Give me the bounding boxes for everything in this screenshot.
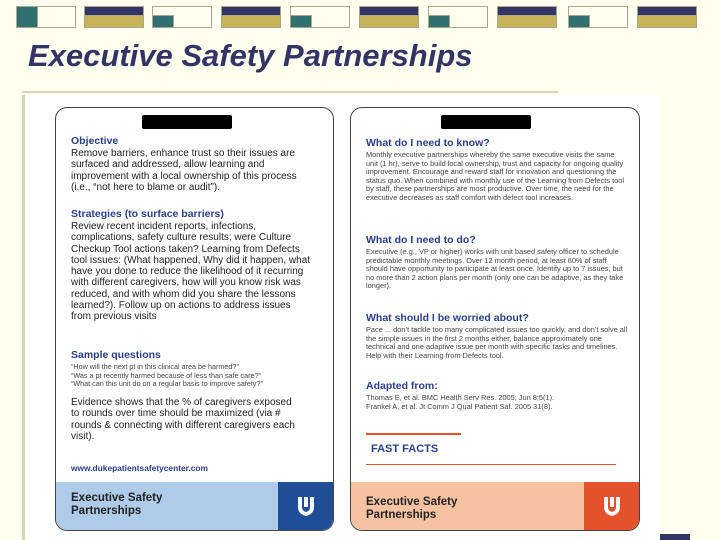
band-cell <box>568 15 590 28</box>
duke-logo-orange <box>584 482 639 530</box>
band-cell <box>637 15 697 28</box>
band-cell <box>152 15 174 28</box>
right-card <box>350 107 640 531</box>
know-text: Monthly executive partnerships whereby the same executive visits the same unit (1 hr), serve to build local ownership, trust and capacity for ongoing quality improvement. Encourage and reward staff for innovation and questioning the status quo. When combined with monthly use of the Learning from Defects tool by staff, these partnerships are most productive. Over time, the need for the executive decreases as staff comfort with defect tool increases. <box>366 150 624 202</box>
title-decoration-band <box>0 0 720 30</box>
band-cell <box>290 15 312 28</box>
do-text: Executive (e.g., VP or higher) works with unit based safety officer to schedule predictable monthly meetings. Over 12 month period, at least 60% of staff should have opportunity to participate at least once. Identify up to 7 issues, but no more than 2 action plans per month (only one can be adaptive, as they take longer). <box>366 247 624 291</box>
left-card <box>55 107 334 531</box>
website-link[interactable]: www.dukepatientsafetycenter.com <box>71 463 208 473</box>
shield-logo-icon <box>601 495 623 517</box>
band-cell <box>16 6 38 28</box>
band-cell <box>84 15 144 28</box>
title-rule <box>22 91 558 93</box>
objective-heading: Objective <box>71 135 119 147</box>
objective-text: Remove barriers, enhance trust so their issues are surfaced and addressed, allow learning and improvement with a local ownership of this process (i.e., “not here to blame or audit”). <box>71 148 297 193</box>
sample-questions-text: “How will the next pt in this clinical area be harmed?” “Was a pt recently harmed because of less than safe care?” “What can this unit do on a regular basis to improve safety?” <box>71 362 263 389</box>
fast-facts-underline <box>366 464 616 465</box>
do-heading: What do I need to do? <box>366 234 476 246</box>
worried-text: Pace ... don’t tackle too many complicated issues too quickly, and don’t solve all the simple issues in the first 2 months either, balance approximately one technical and one adaptive issue per month with specific tasks and timelines. Help with their Learning from Defects tool. <box>366 325 628 360</box>
band-cell <box>497 15 557 28</box>
shield-logo-icon <box>295 495 317 517</box>
slide-image <box>25 95 660 540</box>
know-heading: What do I need to know? <box>366 137 490 149</box>
slide-title: Executive Safety Partnerships <box>28 38 473 73</box>
right-footer-title: Executive Safety Partnerships <box>366 496 458 521</box>
strategies-heading: Strategies (to surface barriers) <box>71 208 224 220</box>
redaction-bar <box>441 115 531 129</box>
fast-facts-label: FAST FACTS <box>371 443 439 455</box>
sample-questions-heading: Sample questions <box>71 349 161 361</box>
band-cell <box>359 15 419 28</box>
evidence-text: Evidence shows that the % of caregivers exposed to rounds over time should be maximized (via # rounds & connecting with different caregivers each visit). <box>71 397 295 442</box>
left-card-footer <box>56 482 333 530</box>
right-card-footer <box>351 482 639 530</box>
duke-logo-blue <box>278 482 333 530</box>
band-cell <box>221 15 281 28</box>
strategies-text: Review recent incident reports, infections, complications, safety culture results; were Culture Checkup Tool actions taken? Learning from Defects tool issues: (What happened, Why did it happen, what have you done to reduce the likelihood of it recurring with different caregivers, how will you know risk was reduced, and with whom did you share the lessons learned?). Follow up on actions to address issues from previous visits <box>71 221 311 323</box>
corner-block <box>660 534 690 540</box>
worried-heading: What should I be worried about? <box>366 312 529 324</box>
adapted-heading: Adapted from: <box>366 380 438 392</box>
band-cell <box>428 15 450 28</box>
redaction-bar <box>142 115 232 129</box>
fast-facts-rule <box>366 433 461 435</box>
adapted-text: Thomas E, et al. BMC Health Serv Res. 2005; Jun 8;5(1). Frankel A, et al. Jt Comm J Qual Patient Saf. 2005 31(8). <box>366 393 555 411</box>
left-footer-title: Executive Safety Partnerships <box>71 492 163 517</box>
